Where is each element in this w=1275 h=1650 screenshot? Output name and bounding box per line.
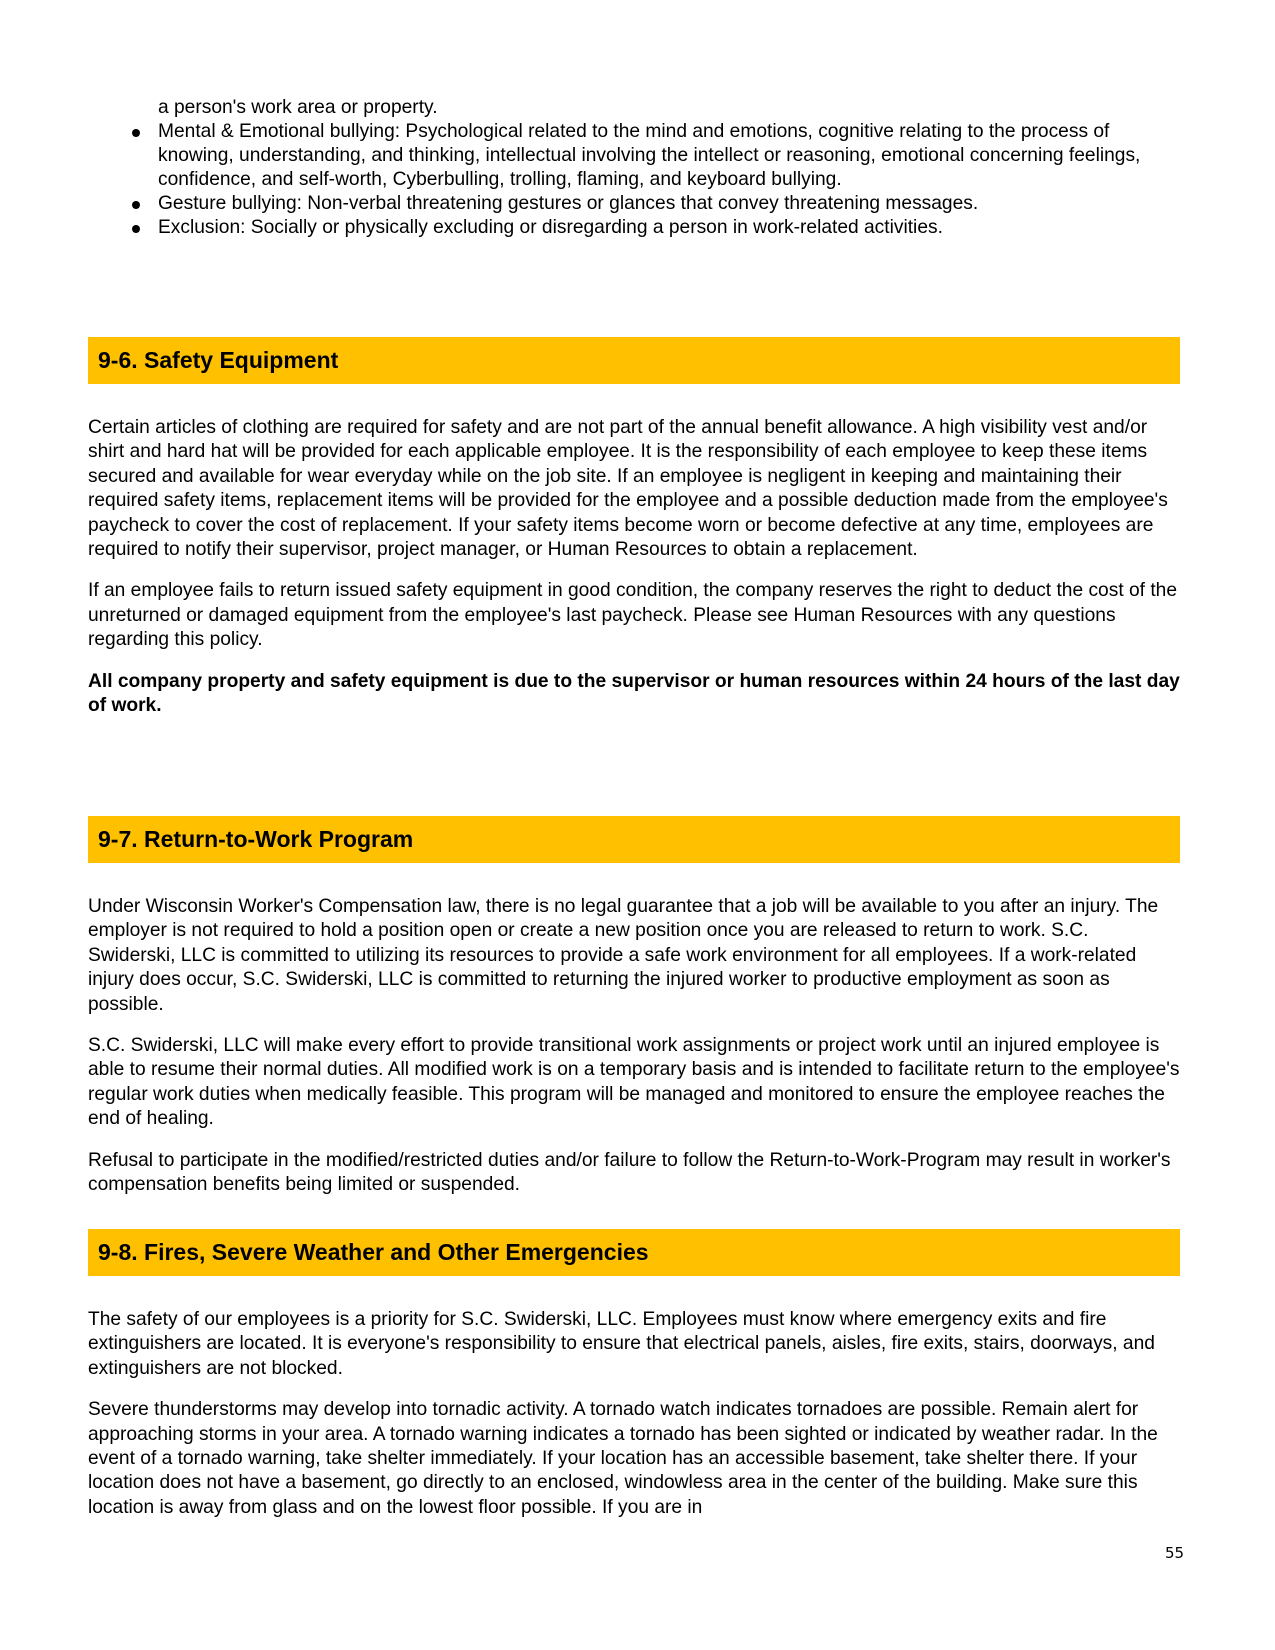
bullet-icon [132, 225, 140, 233]
section-title: 9-6. Safety Equipment [98, 347, 339, 373]
list-item [88, 120, 1188, 192]
paragraph: S.C. Swiderski, LLC will make every effort to provide transitional work assignments or project work until an injured employee is able to resume their normal duties. All modified work is on a temporary basis and is intended to facilitate return to the employee's regular work duties when medically feasible. This program will be managed and monitored to ensure the employee reaches the end of healing. [88, 1035, 1180, 1130]
bullet-icon [132, 201, 140, 209]
section-body-return-to-work [88, 895, 1180, 1214]
list-item-text: Mental & Emotional bullying: Psychological related to the mind and emotions, cognitive relating to the process of knowing, understanding, and thinking, intellectual involving the intellect or reasoning, emotional concerning feelings, confidence, and self-worth, Cyberbulling, trolling, flaming, and keyboard bullying. [158, 121, 1141, 190]
list-continuation-text: a person's work area or property. [158, 97, 438, 118]
list-item-text: Exclusion: Socially or physically excluding or disregarding a person in work-related activities. [158, 217, 943, 238]
list-item [88, 216, 1188, 240]
section-title: 9-8. Fires, Severe Weather and Other Emergencies [98, 1239, 649, 1265]
section-body-safety-equipment [88, 416, 1180, 735]
section-title: 9-7. Return-to-Work Program [98, 826, 414, 852]
page-number: 55 [1165, 1544, 1185, 1562]
paragraph: If an employee fails to return issued safety equipment in good condition, the company reserves the right to deduct the cost of the unreturned or damaged equipment from the employee's last paycheck. Please see Human Resources with any questions regarding this policy. [88, 580, 1177, 651]
bold-notice: All company property and safety equipment is due to the supervisor or human resources within 24 hours of the last day of work. [88, 670, 1180, 717]
section-body-emergencies [88, 1308, 1180, 1537]
bullet-icon [132, 129, 140, 137]
section-heading-emergencies [88, 1229, 1180, 1276]
paragraph: Certain articles of clothing are required for safety and are not part of the annual benefit allowance. A high visibility vest and/or shirt and hard hat will be provided for each applicable employee. It is the responsibility of each employee to keep these items secured and available for wear everyday while on the job site. If an employee is negligent in keeping and maintaining their required safety items, replacement items will be provided for the employee and a possible deduction made from the employee's paycheck to cover the cost of replacement. If your safety items become worn or become defective at any time, employees are required to notify their supervisor, project manager, or Human Resources to obtain a replacement. [88, 417, 1168, 561]
bullying-types-list [88, 96, 1188, 240]
paragraph: Severe thunderstorms may develop into tornadic activity. A tornado watch indicates tornadoes are possible. Remain alert for approaching storms in your area. A tornado warning indicates a tornado has been sighted or indicated by weather radar. In the event of a tornado warning, take shelter immediately. If your location has an accessible basement, take shelter there. If your location does not have a basement, go directly to an enclosed, windowless area in the center of the building. Make sure this location is away from glass and on the lowest floor possible. If you are in [88, 1399, 1158, 1518]
paragraph: The safety of our employees is a priority for S.C. Swiderski, LLC. Employees must know where emergency exits and fire extinguishers are located. It is everyone's responsibility to ensure that electrical panels, aisles, fire exits, stairs, doorways, and extinguishers are not blocked. [88, 1309, 1155, 1379]
paragraph: Under Wisconsin Worker's Compensation law, there is no legal guarantee that a job will be available to you after an injury. The employer is not required to hold a position open or create a new position once you are released to return to work. S.C. Swiderski, LLC is committed to utilizing its resources to provide a safe work environment for all employees. If a work-related injury does occur, S.C. Swiderski, LLC is committed to returning the injured worker to productive employment as soon as possible. [88, 896, 1159, 1015]
list-item-text: Gesture bullying: Non-verbal threatening gestures or glances that convey threatening messages. [158, 193, 979, 214]
section-heading-safety-equipment [88, 337, 1180, 384]
list-item [88, 192, 1188, 216]
section-heading-return-to-work [88, 816, 1180, 863]
paragraph: Refusal to participate in the modified/restricted duties and/or failure to follow the Return-to-Work-Program may result in worker's compensation benefits being limited or suspended. [88, 1149, 1171, 1196]
